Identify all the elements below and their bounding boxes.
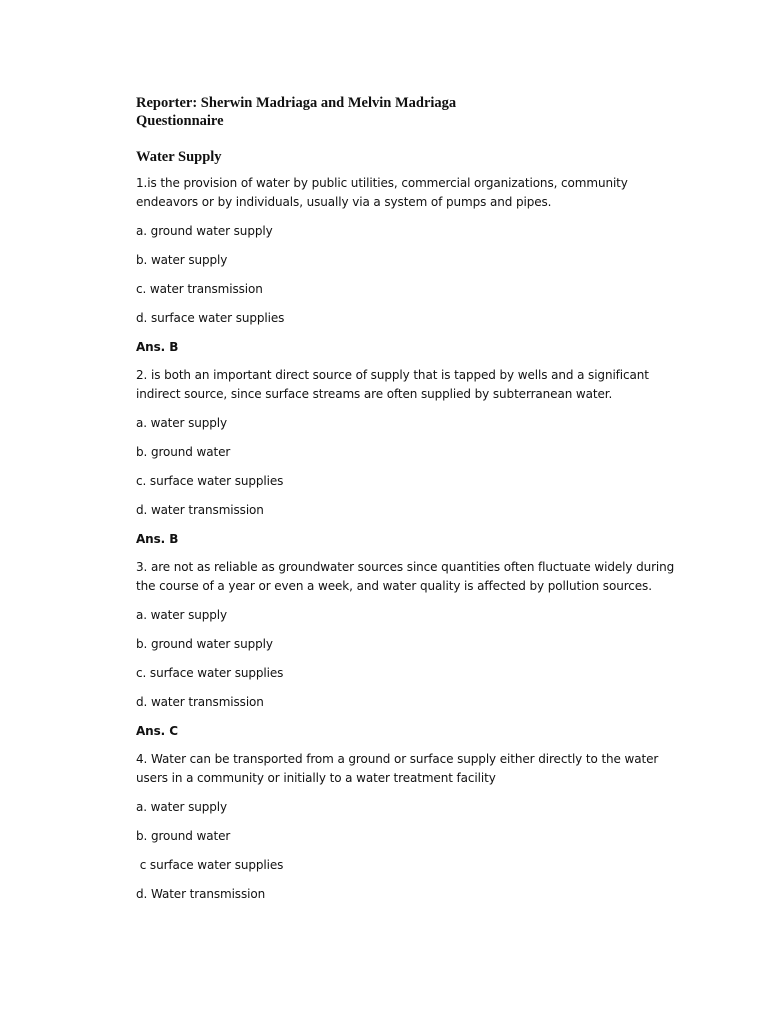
- option-d: d. Water transmission: [136, 887, 266, 901]
- question-block-4: [136, 750, 676, 904]
- option-c: c. surface water supplies: [136, 666, 284, 680]
- option-b: b. ground water: [136, 445, 231, 459]
- question-text: 4. Water can be transported from a ground or surface supply either directly to the water users in a community or initially to a water treatment facility: [136, 752, 659, 785]
- option-a: a. water supply: [136, 416, 228, 430]
- option-c: [136, 856, 676, 875]
- question-block-3: [136, 558, 676, 741]
- question-block-1: [136, 174, 676, 357]
- questionnaire-title: Questionnaire: [136, 113, 224, 129]
- option-b: b. water supply: [136, 253, 228, 267]
- option-a: a. ground water supply: [136, 224, 273, 238]
- option-c: c. surface water supplies: [136, 474, 284, 488]
- reporter-line: Reporter: Sherwin Madriaga and Melvin Madriaga: [136, 95, 457, 111]
- question-text: 3. are not as reliable as groundwater sources since quantities often fluctuate widely during the course of a year or even a week, and water quality is affected by pollution sources.: [136, 560, 675, 593]
- option-d: d. water transmission: [136, 503, 264, 517]
- option-b: b. ground water supply: [136, 637, 273, 651]
- answer-label: Ans. B: [136, 340, 179, 354]
- answer-label: Ans. C: [136, 724, 178, 738]
- option-a: a. water supply: [136, 608, 228, 622]
- question-text: 1.is the provision of water by public utilities, commercial organizations, community endeavors or by individuals, usually via a system of pumps and pipes.: [136, 176, 628, 209]
- option-b: b. ground water: [136, 829, 231, 843]
- option-c-text: c surface water supplies: [139, 858, 284, 872]
- document-page: [136, 94, 676, 904]
- section-title: Water Supply: [136, 149, 222, 165]
- option-a: a. water supply: [136, 800, 228, 814]
- question-text: 2. is both an important direct source of supply that is tapped by wells and a significant indirect source, since surface streams are often supplied by subterranean water.: [136, 368, 649, 401]
- answer-label: Ans. B: [136, 532, 179, 546]
- question-block-2: [136, 366, 676, 549]
- option-c: c. water transmission: [136, 282, 263, 296]
- option-d: d. surface water supplies: [136, 311, 285, 325]
- option-d: d. water transmission: [136, 695, 264, 709]
